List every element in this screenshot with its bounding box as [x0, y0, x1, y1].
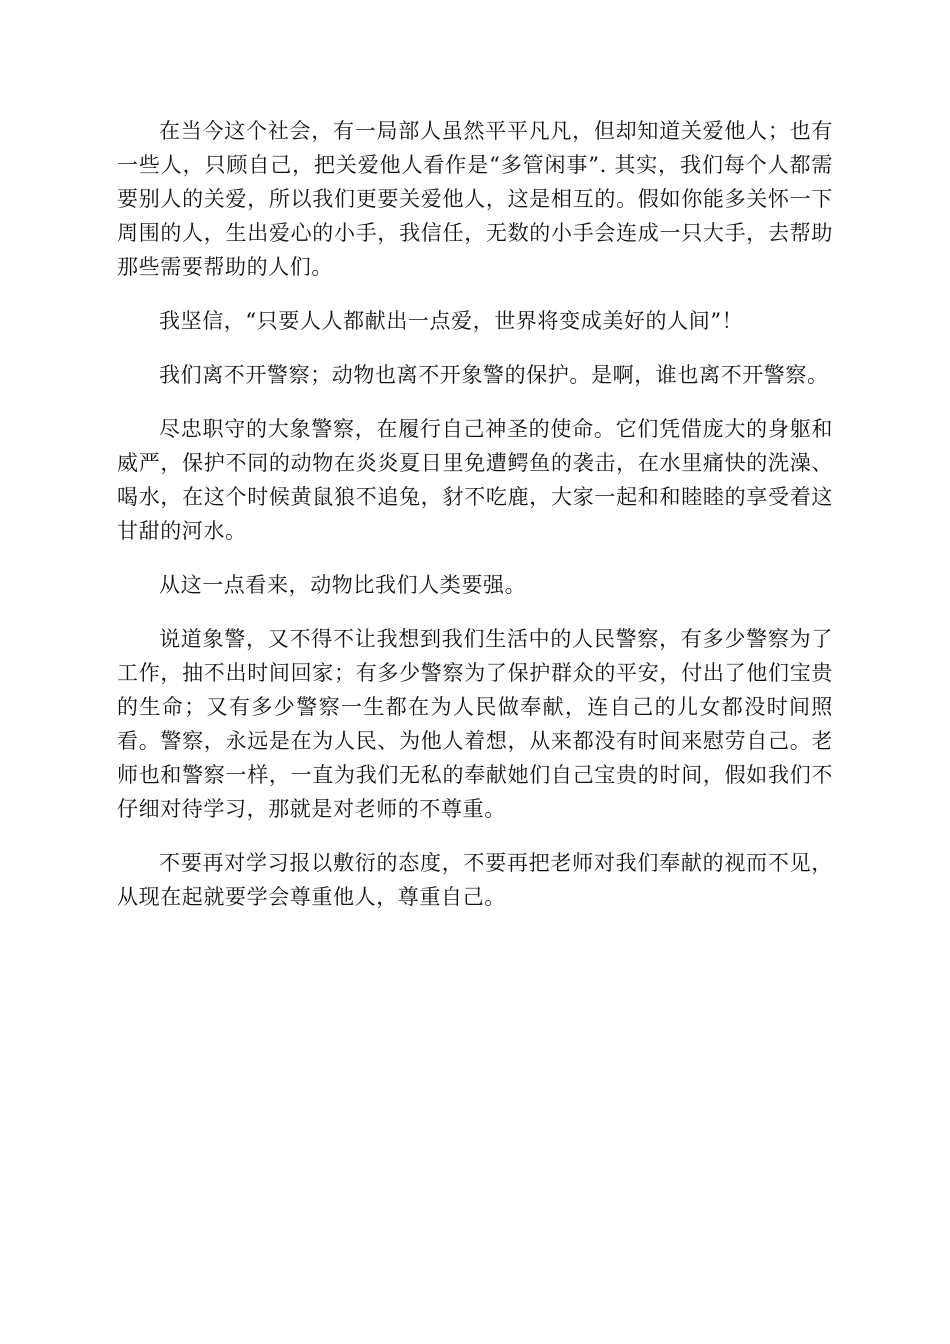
- paragraph-4: 尽忠职守的大象警察，在履行自己神圣的使命。它们凭借庞大的身躯和威严，保护不同的动物在炎炎夏日里免遭鳄鱼的袭击，在水里痛快的洗澡、喝水，在这个时候黄鼠狼不追兔，豺不吃鹿，大家一起和和睦睦的享受着这甘甜的河水。: [117, 417, 833, 543]
- document-body: [117, 114, 833, 934]
- paragraph-7: 不要再对学习报以敷衍的态度，不要再把老师对我们奉献的视而不见，从现在起就要学会尊重他人，尊重自己。: [117, 851, 833, 909]
- paragraph-6: 说道象警，又不得不让我想到我们生活中的人民警察，有多少警察为了工作，抽不出时间回家；有多少警察为了保护群众的平安，付出了他们宝贵的生命；又有多少警察一生都在为人民做奉献，连自己的儿女都没时间照看。警察，永远是在为人民、为他人着想，从来都没有时间来慰劳自己。老师也和警察一样，一直为我们无私的奉献她们自己宝贵的时间，假如我们不仔细对待学习，那就是对老师的不尊重。: [117, 627, 833, 821]
- paragraph-5: 从这一点看来，动物比我们人类要强。: [159, 573, 527, 597]
- paragraph-1: 在当今这个社会，有一局部人虽然平平凡凡，但却知道关爱他人；也有一些人，只顾自己，把关爱他人看作是“多管闲事”. 其实，我们每个人都需要别人的关爱，所以我们更要关爱他人，这是相互的。假如你能多关怀一下周围的人，生出爱心的小手，我信任，无数的小手会连成一只大手，去帮助那些需要帮助的人们。: [117, 119, 833, 279]
- paragraph-3: 我们离不开警察；动物也离不开象警的保护。是啊，谁也离不开警察。: [159, 363, 829, 387]
- paragraph-2: 我坚信，“只要人人都献出一点爱，世界将变成美好的人间”！: [159, 309, 744, 333]
